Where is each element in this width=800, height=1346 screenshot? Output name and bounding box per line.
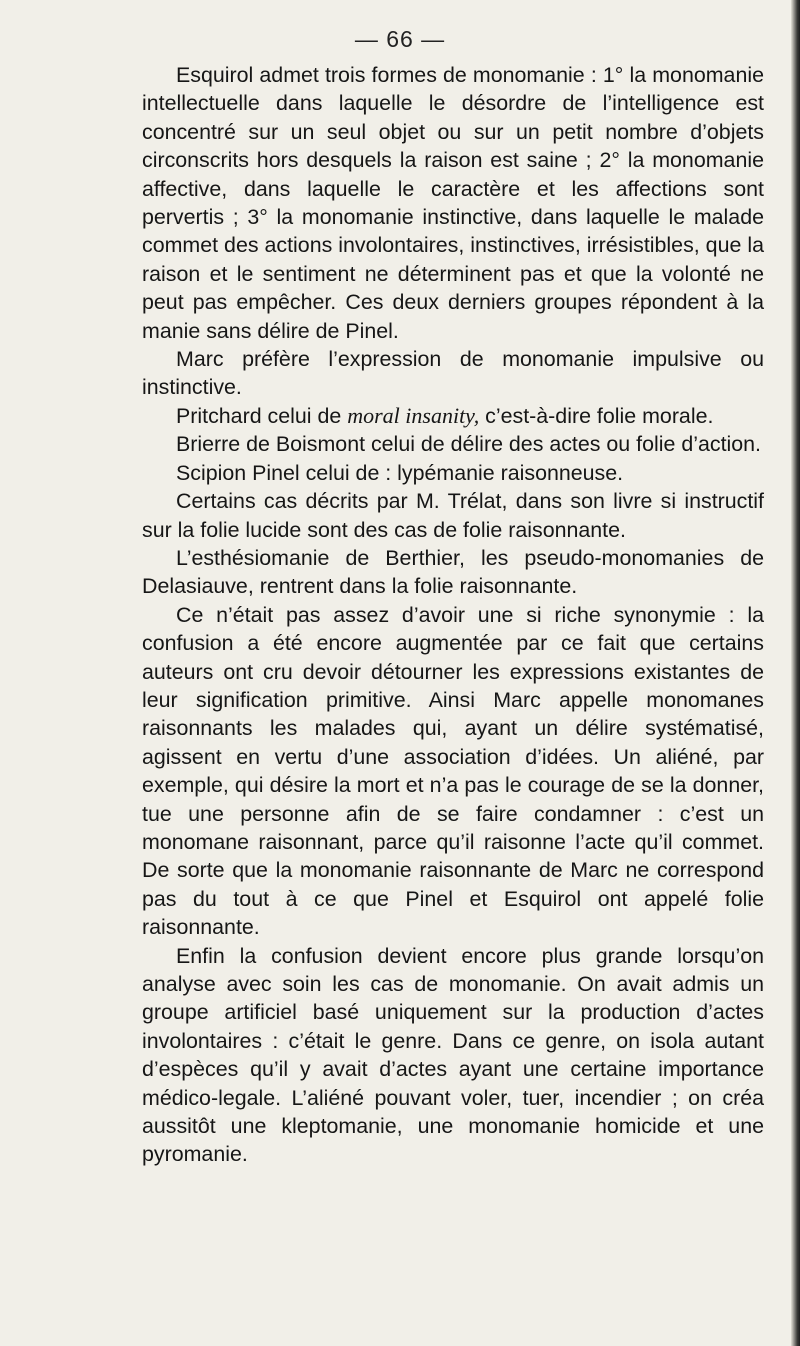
paragraph-text: Pritchard celui de [176, 403, 348, 428]
paragraph: Enfin la confusion devient encore plus grande lorsqu’on analyse avec soin les cas de monomanie. On avait admis un groupe artificiel basé uniquement sur la production d’actes involontaires : c’était le genre. Dans ce genre, on isola autant d’espèces qu’il y avait d’actes ayant une certaine importance médico-legale. L’aliéné pouvant voler, tuer, incendier ; on créa aussitôt une kleptomanie, une monomanie homicide et une pyromanie. [142, 943, 764, 1167]
paragraph-text: c’est-à-dire folie morale. [479, 403, 714, 428]
paragraph: L’esthésiomanie de Berthier, les pseudo-monomanies de Delasiauve, rentrent dans la folie raisonnante. [142, 545, 764, 599]
paragraph: Scipion Pinel celui de : lypémanie raisonneuse. [176, 460, 624, 485]
paragraph: Certains cas décrits par M. Trélat, dans son livre si instructif sur la folie lucide sont des cas de folie raisonnante. [142, 489, 764, 542]
page-number: — 66 — [354, 26, 446, 52]
paragraph: Marc préfère l’expression de monomanie impulsive ou instinctive. [142, 347, 764, 400]
paragraph [142, 402, 764, 430]
body-text [142, 61, 764, 1169]
paragraph: Ce n’était pas assez d’avoir une si riche synonymie : la confusion a été encore augmentée par ce fait que certains auteurs ont cru devoir détourner les expressions existantes de leur signification primitive. Ainsi Marc appelle monomanes raisonnants les malades qui, ayant un délire systématisé, agissent en vertu d’une association d’idées. Un aliéné, par exemple, qui désire la mort et n’a pas le courage de se la donner, tue une personne afin de se faire condamner : c’est un monomane raisonnant, parce qu’il raisonne l’acte qu’il commet. De sorte que la monomanie raisonnante de Marc ne correspond pas du tout à ce que Pinel et Esquirol ont appelé folie raisonnante. [142, 602, 764, 940]
italic-term: moral insanity, [347, 402, 480, 428]
paragraph: Brierre de Boismont celui de délire des actes ou folie d’action. [176, 432, 761, 457]
page-edge-shadow [791, 0, 800, 1346]
paragraph: Esquirol admet trois formes de monomanie : 1° la monomanie intellectuelle dans laquelle le désordre de l’intelligence est concentré sur un seul objet ou sur un petit nombre d’objets circonscrits hors desquels la raison est saine ; 2° la monomanie affective, dans laquelle le caractère et les affections sont pervertis ; 3° la monomanie instinctive, dans laquelle le malade commet des actions involontaires, instinctives, irrésistibles, que la raison et le sentiment ne déterminent pas et que la volonté ne peut pas empêcher. Ces deux derniers groupes répondent à la manie sans délire de Pinel. [142, 63, 764, 343]
